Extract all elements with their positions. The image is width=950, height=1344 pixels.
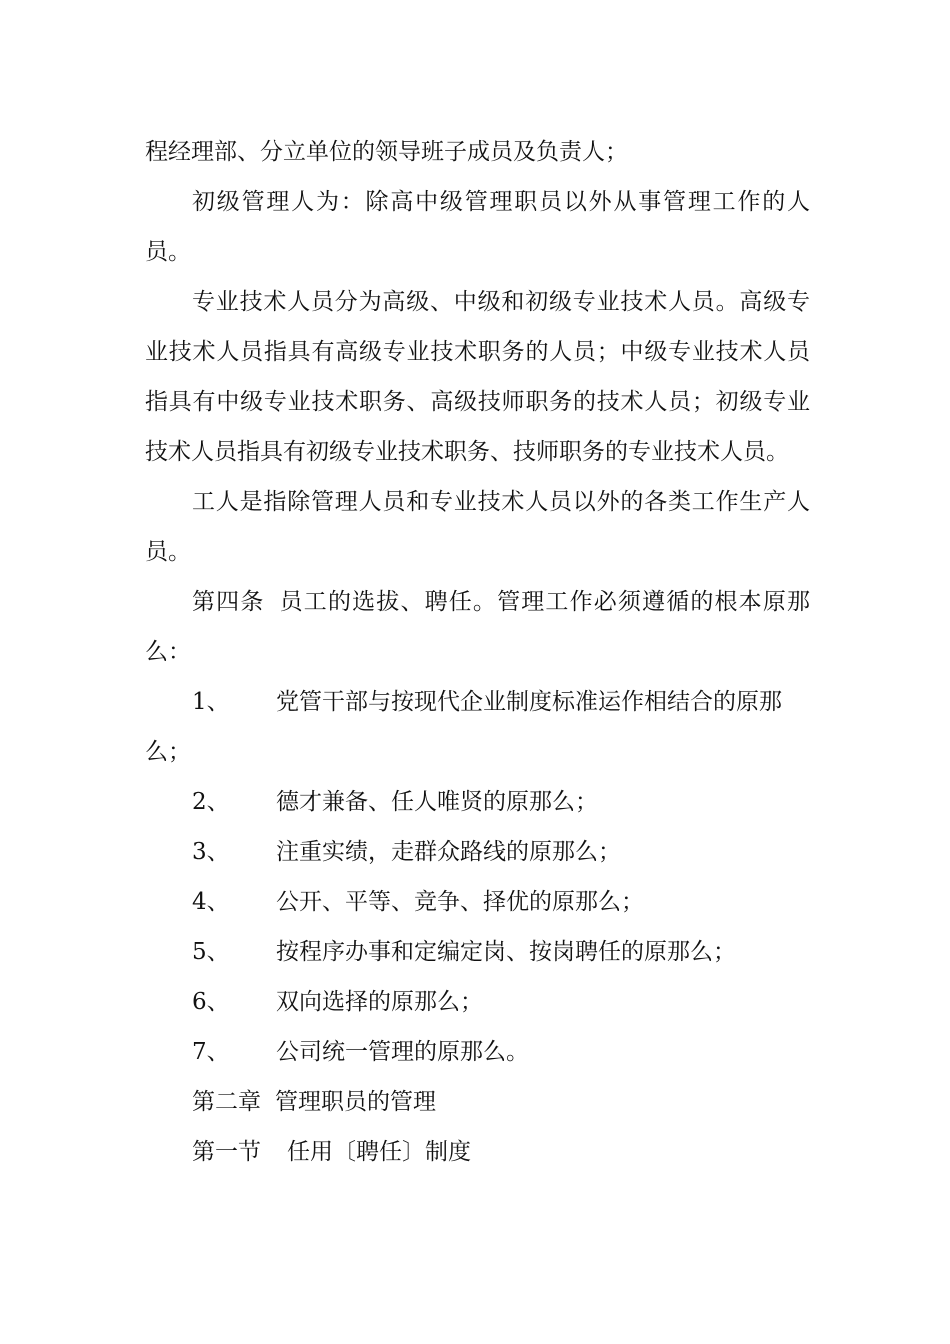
principle-text: 公开、平等、竞争、择优的原那么；: [276, 889, 644, 915]
principle-item: [145, 1027, 810, 1077]
principle-text: 双向选择的原那么；: [276, 989, 483, 1015]
chapter-title: 管理职员的管理: [275, 1089, 436, 1115]
article-4: [145, 577, 810, 677]
principle-item: [145, 877, 810, 927]
chapter-label: 第二章: [192, 1089, 261, 1115]
paragraph-workers: 工人是指除管理人员和专业技术人员以外的各类工作生产人员。: [145, 489, 810, 565]
principle-text: 党管干部与按现代企业制度标准运作相结合的原那么；: [145, 689, 782, 765]
principle-number: 5、: [192, 939, 230, 965]
section-title: 任用〔聘任〕制度: [287, 1139, 471, 1165]
principle-number: 6、: [192, 989, 230, 1015]
principle-number: 1、: [192, 689, 230, 715]
principle-number: 3、: [192, 839, 230, 865]
article-4-label: 第四条: [192, 589, 265, 615]
principle-text: 公司统一管理的原那么。: [276, 1039, 529, 1065]
principle-number: 7、: [192, 1039, 230, 1065]
principle-item: [145, 677, 810, 777]
section-label: 第一节: [192, 1139, 261, 1165]
paragraph-junior-managers: 初级管理人为：除高中级管理职员以外从事管理工作的人员。: [145, 189, 810, 265]
principle-item: [145, 977, 810, 1027]
chapter-heading: [145, 1077, 810, 1127]
principle-item: [145, 927, 810, 977]
principle-number: 2、: [192, 789, 230, 815]
principle-item: [145, 827, 810, 877]
principle-text: 德才兼备、任人唯贤的原那么；: [276, 789, 598, 815]
principle-number: 4、: [192, 889, 230, 915]
section-heading: [145, 1127, 810, 1177]
paragraph-continuation: 程经理部、分立单位的领导班子成员及负责人；: [145, 139, 628, 165]
document-body: [145, 127, 810, 1177]
principle-text: 按程序办事和定编定岗、按岗聘任的原那么；: [276, 939, 736, 965]
principle-text: 注重实绩，走群众路线的原那么；: [276, 839, 621, 865]
principle-item: [145, 777, 810, 827]
paragraph-technical-staff: 专业技术人员分为高级、中级和初级专业技术人员。高级专业技术人员指具有高级专业技术职务的人员；中级专业技术人员指具有中级专业技术职务、高级技师职务的技术人员；初级专业技术人员指具有初级专业技术职务、技师职务的专业技术人员。: [145, 289, 810, 465]
article-4-text: 员工的选拔、聘任。管理工作必须遵循的根本原那么：: [145, 589, 811, 665]
